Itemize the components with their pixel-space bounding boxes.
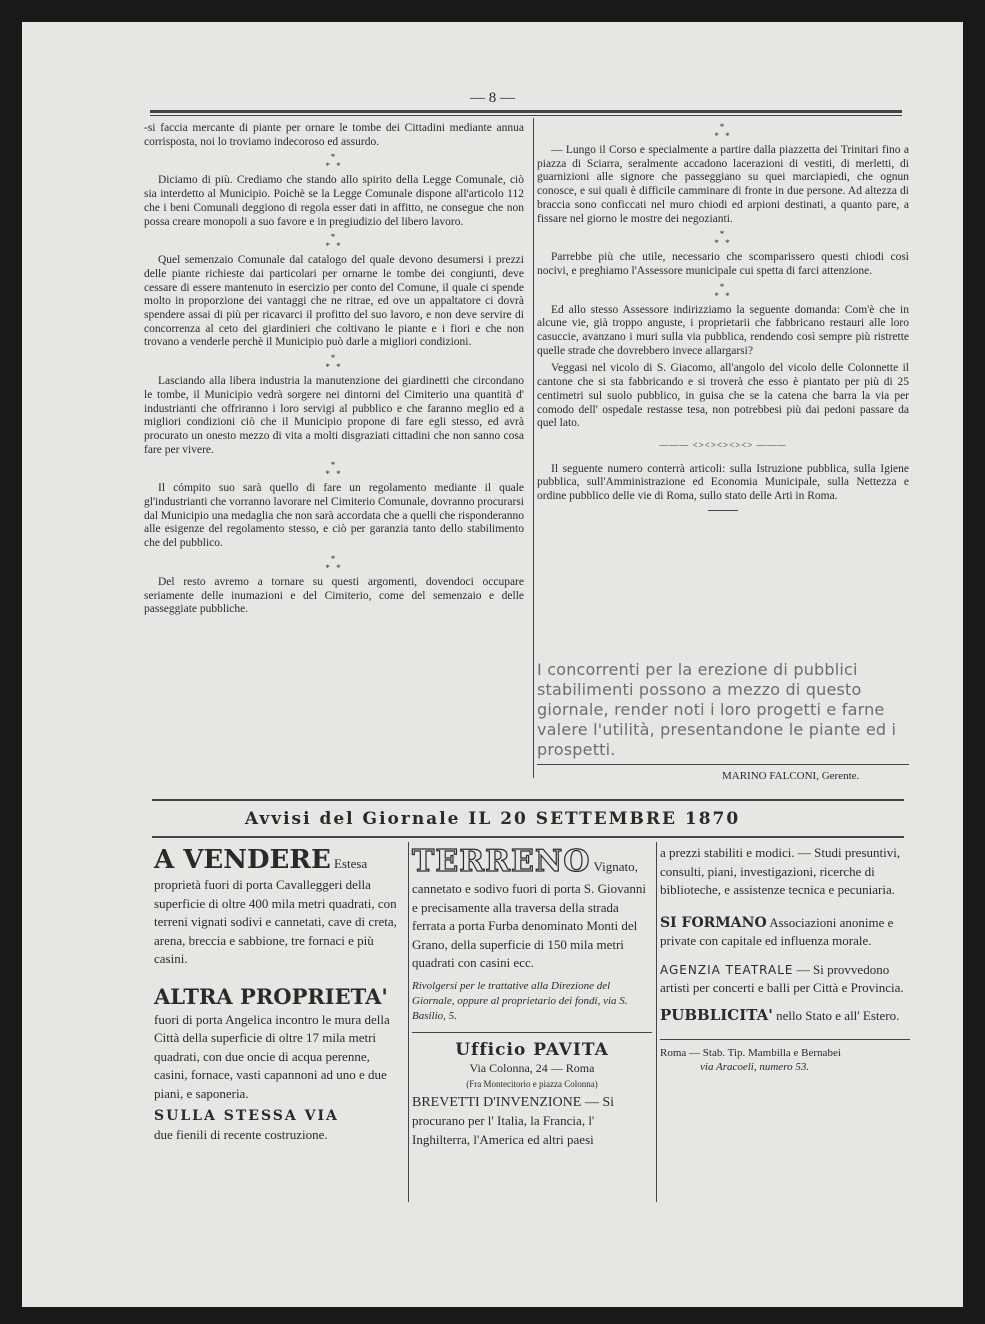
ad-sulla-title: SULLA STESSA VIA <box>154 1108 339 1124</box>
ad-altra-title: ALTRA PROPRIETA' <box>154 983 388 1009</box>
left-paragraph-5: Il cómpito suo sarà quello di fare un regolamento mediante il quale gl'industrianti che vorranno lavorare nel Cimiterio Comunale, dovranno procurarsi dal Municipio una medaglia che non sarà accordata che a quelli che risponderanno alle esigenze del regolamento stesso, e ciò per garanzia tanto dello stabilimento che del pubblico. <box>144 482 524 550</box>
top-rule <box>150 110 902 113</box>
ad-col2-rule <box>412 1032 652 1033</box>
ad-column-1 <box>154 844 404 1144</box>
right-paragraph-5: Il seguente numero conterrà articoli: sulla Istruzione pubblica, sulla Igiene pubblica, sull'Amministrazione ed Economia Municipale, sulla Nettezza e ordine pubblico delle vie di Roma, sullo stato delle Arti in Roma. <box>537 462 909 503</box>
ad-pubblicita-text: nello Stato e all' Estero. <box>776 1007 900 1023</box>
page-number: — 8 — <box>470 90 515 106</box>
ad-studi-text: a prezzi stabiliti e modici. — Studi presuntivi, consulti, piani, investigazioni, ricerche di biblioteche, e assistenze tecnica e pecuniaria. <box>660 845 901 897</box>
signature: MARINO FALCONI, Gerente. <box>722 770 860 782</box>
asterism: * * * <box>325 353 343 373</box>
newspaper-page <box>22 22 963 1307</box>
ad-printer: Roma — Stab. Tip. Mambilla e Bernabei <box>660 1047 841 1059</box>
right-paragraph-4: Veggasi nel vicolo di S. Giacomo, all'angolo del vicolo delle Colonnette il cantone che si sta fabbricando e si troverà che esso è piantato per più di 25 centimetri sul suolo pubblico, in guisa che se la catena che barra la via per comodo dell' ospedale restasse tesa, non potrebbesi più dai pedoni passare da quel lato. <box>537 362 909 430</box>
right-paragraph-3: Ed allo stesso Assessore indirizziamo la seguente domanda: Com'è che in alcune vie, già troppo anguste, i proprietarii che fabbricano restauri alle loro casuccie, avanzano i muri sulla via pubblica, rendendo così sempre più ristrette quelle strade che dovrebbero invece allargarsi? <box>537 303 909 357</box>
asterism: * * * <box>325 460 343 480</box>
ad-ufficio-title: Ufficio PAVITA <box>455 1039 609 1060</box>
asterism: * * * <box>325 152 343 172</box>
ad-brevetti-text: procurano per l' Italia, la Francia, l' Inghilterra, l'America ed altri paesi <box>412 1113 595 1147</box>
ad-altra-proprieta <box>154 983 404 1104</box>
ads-header: Avvisi del Giornale IL 20 SETTEMBRE 1870 <box>244 809 741 829</box>
asterism: * * * <box>325 553 343 573</box>
short-divider <box>708 510 738 511</box>
ad-column-2 <box>412 844 652 1149</box>
ad-agenzia <box>660 961 910 998</box>
ad-si-formano-title: SI FORMANO <box>660 914 767 931</box>
ad-terreno-title: TERRENO <box>412 844 591 879</box>
promo-notice: I concorrenti per la erezione di pubblici stabilimenti possono a mezzo di questo giornale, render noti i loro progetti e farne valere l'utilità, presentandone le piante ed i prospetti. <box>537 660 897 759</box>
ad-agenzia-text: — Si provvedono artisti per concerti e balli per Città e Provincia. <box>660 961 904 995</box>
ad-col3-rule <box>660 1039 910 1040</box>
right-column <box>537 122 909 511</box>
left-paragraph-3: Quel semenzaio Comunale dal catalogo del quale devono desumersi i prezzi delle piante richieste dai particolari per ornarne le tombe dei congiunti, deve cessare di essere mantenuto in esercizio per conto del Comune, il quale ci spende molto in proporzione dei vantaggi che ne ritrae, ed ove un appaltatore ci dovrà spendere assai di più per ricavarci il profitto del suo lavoro, e non deve servire di concorrenza al ceto dei giardinieri che coltivano le piante e i fiori e che non trovano a venderle perchè il Municipio può darle a migliori condizioni. <box>144 254 524 349</box>
left-paragraph-1: -si faccia mercante di piante per ornare le tombe dei Cittadini mediante annua corrisposta, noi lo troviamo indecoroso ed assurdo. <box>144 122 524 148</box>
ad-divider-2 <box>656 842 657 1202</box>
left-column <box>144 122 524 621</box>
ad-printer-address: via Aracoeli, numero 53. <box>700 1061 810 1073</box>
ad-terreno <box>412 844 652 973</box>
ad-pubblicita-title: PUBBLICITA' <box>660 1005 773 1024</box>
column-divider <box>533 118 534 778</box>
promo-rule <box>537 764 909 765</box>
ad-a-vendere <box>154 844 404 969</box>
ad-ufficio-address: Via Colonna, 24 — Roma <box>469 1061 595 1075</box>
ad-agenzia-title: AGENZIA TEATRALE <box>660 962 794 977</box>
ad-a-vendere-text: Estesa proprietà fuori di porta Cavalleggeri della superficie di oltre 400 mila metri quadrati, con terreni vignati sodivi e cannetati, cave di creta, arena, breccia e sabbione, tre fornaci e più casini. <box>154 856 397 966</box>
ad-column-3 <box>660 844 910 1074</box>
asterism: * * * <box>714 229 732 249</box>
ad-pubblicita <box>660 1006 910 1026</box>
left-paragraph-2: Diciamo di più. Crediamo che stando allo spirito della Legge Comunale, ciò sia interdetto al Municipio. Poichè se la Legge Comunale dispone all'articolo 112 che i beni Comunali deggiono di regola esser dati in affitto, ne consegue che non possa creare monopoli a suo favore e in pregiudizio del libero lavoro. <box>144 174 524 228</box>
asterism: * * * <box>714 122 732 141</box>
ad-si-formano <box>660 914 910 951</box>
right-paragraph-2: Parrebbe più che utile, necessario che scomparissero questi chiodi così nocivi, e preghiamo l'Assessore municipale cui spetta di farci attenzione. <box>537 251 909 277</box>
ad-brevetti-title: BREVETTI D'INVENZIONE — Si <box>412 1094 614 1110</box>
ad-rivolgersi: Rivolgersi per le trattative alla Direzione del Giornale, oppure al proprietario dei fondi, via S. Basilio, 5. <box>412 979 628 1022</box>
ad-a-vendere-title: A VENDERE <box>154 845 331 875</box>
ad-divider-1 <box>408 842 409 1202</box>
top-rule-thin <box>150 115 902 116</box>
ads-header-rule <box>152 836 904 838</box>
right-paragraph-1: — Lungo il Corso e specialmente a partire dalla piazzetta dei Trinitari fino a piazza di Sciarra, seralmente accadono lacerazioni di vestiti, di merletti, di guarnizioni alle signore che passeggiano su quei marciapiedi, che ognun conosce, e sui quali è difficile camminare di fronte in due persone. Ad altezza di braccia sono conficcati nel muro chiodi ed arpioni destinati, a quanto pare, a fissare nel giorno le mostre dei negozianti. <box>537 144 909 225</box>
left-paragraph-4: Lasciando alla libera industria la manutenzione dei giardinetti che circondano le tombe, il Municipio vedrà sorgere nei dintorni del Cimiterio una quantità d' industrianti che offriranno i loro servigi al pubblico e che faranno meglio ed a migliori condizioni ciò che il Municipio propone di fare egli stesso, ed avrà procurato un onesto mezzo di vita a molti disgraziati cittadini che non sanno cosa fare per vivere. <box>144 375 524 456</box>
ad-sulla-stessa-via <box>154 1107 404 1144</box>
ad-terreno-text: Vignato, cannetato e sodivo fuori di porta S. Giovanni e precisamente alla traversa della strada ferrata a porta Furba denominato Monti del Grano, della superficie di 150 mila metri quadrati con casini ecc. <box>412 859 646 970</box>
left-paragraph-6: Del resto avremo a tornare su questi argomenti, dovendoci occupare seriamente delle inumazioni e del Cimiterio, come del semenzaio e delle passeggiate pubbliche. <box>144 575 524 616</box>
ad-altra-text: fuori di porta Angelica incontro le mura della Città della superficie di oltre 17 mila metri quadrati, con due oncie di acqua perenne, casini, fornace, vasti capannoni ad uno e due piani, e saponeria. <box>154 1011 390 1101</box>
asterism: * * * <box>325 232 343 252</box>
ad-ufficio-location: (Fra Montecitorio e piazza Colonna) <box>466 1078 598 1089</box>
asterism: * * * <box>714 281 732 301</box>
ads-top-rule <box>152 799 904 801</box>
ad-si-formano-text: Associazioni anonime e private con capitale ed influenza morale. <box>660 914 894 948</box>
ornamental-divider: ——— <><><><><> ——— <box>659 439 787 450</box>
ad-sulla-text: due fienili di recente costruzione. <box>154 1126 328 1142</box>
